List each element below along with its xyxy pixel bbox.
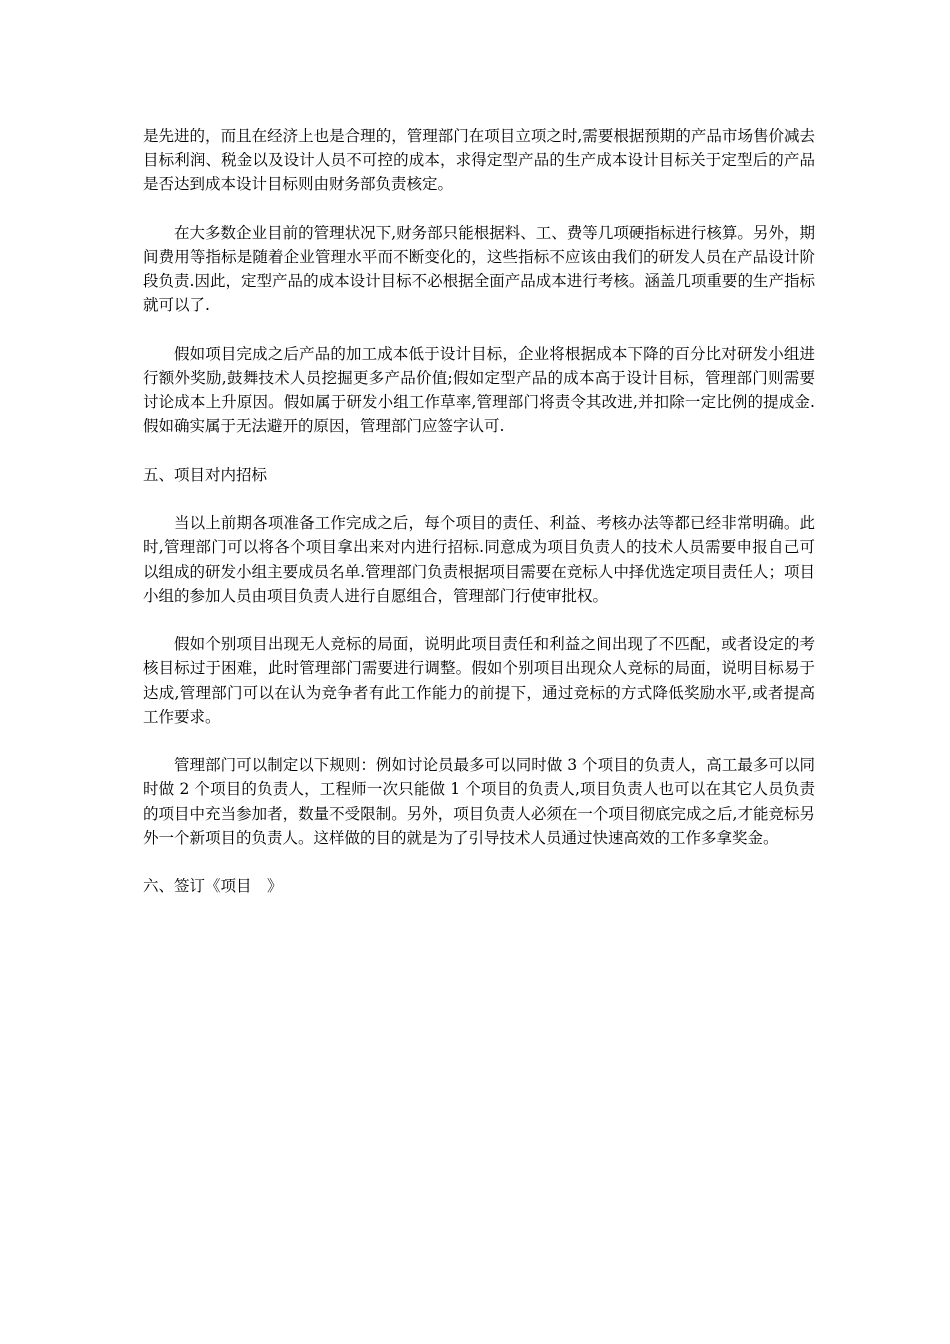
paragraph-cost-reward: 假如项目完成之后产品的加工成本低于设计目标，企业将根据成本下降的百分比对研发小组进行额外奖励,鼓舞技术人员挖掘更多产品价值;假如定型产品的成本高于设计目标，管理部门则需要讨论成本上升原因。假如属于研发小组工作草率,管理部门将责令其改进,并扣除一定比例的提成金.假如确实属于无法避开的原因，管理部门应签字认可.: [143, 344, 815, 436]
section-heading-internal-bidding: 五、项目对内招标: [143, 465, 268, 484]
paragraph-finance-accounting: 在大多数企业目前的管理状况下,财务部只能根据料、工、费等几项硬指标进行核算。另外，期间费用等指标是随着企业管理水平而不断变化的，这些指标不应该由我们的研发人员在产品设计阶段负责.因此，定型产品的成本设计目标不必根据全面产品成本进行考核。涵盖几项重要的生产指标就可以了.: [143, 223, 815, 315]
paragraph-bidding-rules: 管理部门可以制定以下规则：例如讨论员最多可以同时做 3 个项目的负责人，高工最多可以同时做 2 个项目的负责人，工程师一次只能做 1 个项目的负责人,项目负责人也可以在其它人员负责的项目中充当参加者，数量不受限制。另外，项目负责人必须在一个项目彻底完成之后,才能竞标另外一个新项目的负责人。这样做的目的就是为了引导技术人员通过快速高效的工作多拿奖金。: [143, 756, 815, 847]
paragraph-bidding-process: 当以上前期各项准备工作完成之后，每个项目的责任、利益、考核办法等都已经非常明确。此时,管理部门可以将各个项目拿出来对内进行招标.同意成为项目负责人的技术人员需要申报自己可以组成的研发小组主要成员名单.管理部门负责根据项目需要在竞标人中择优选定项目责任人；项目小组的参加人员由项目负责人进行自愿组合，管理部门行使审批权。: [143, 514, 815, 605]
section-heading-sign-project: 六、签订《项目 》: [143, 877, 283, 896]
document-body: [143, 124, 815, 923]
paragraph-bidding-adjustment: 假如个别项目出现无人竞标的局面，说明此项目责任和利益之间出现了不匹配，或者设定的考核目标过于困难，此时管理部门需要进行调整。假如个别项目出现众人竞标的局面，说明目标易于达成,管理部门可以在认为竞争者有此工作能力的前提下，通过竞标的方式降低奖励水平,或者提高工作要求。: [143, 635, 815, 726]
paragraph-cost-target: 是先进的，而且在经济上也是合理的，管理部门在项目立项之时,需要根据预期的产品市场售价减去目标利润、税金以及设计人员不可控的成本，求得定型产品的生产成本设计目标关于定型后的产品是否达到成本设计目标则由财务部负责核定。: [143, 127, 815, 194]
